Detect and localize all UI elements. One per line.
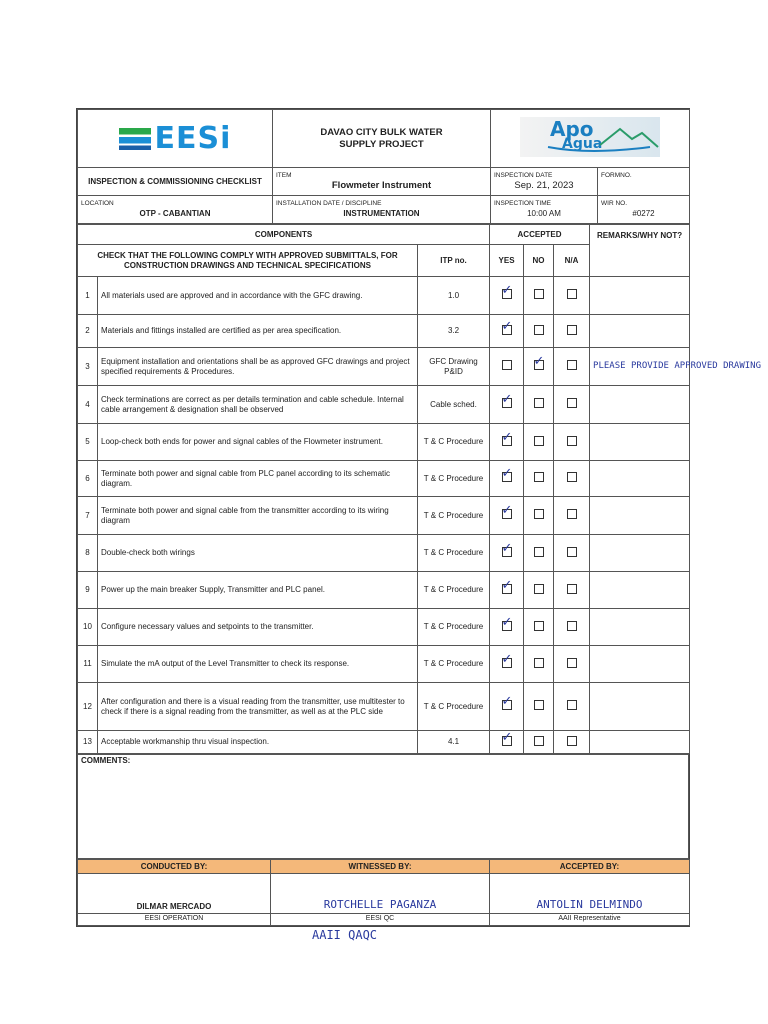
checkmark-icon: ✓ [501,693,513,708]
formno-cell: FORMNO. [598,168,690,196]
no-checkbox-cell[interactable] [524,683,554,731]
na-checkbox[interactable] [567,700,577,710]
row-remarks [590,277,690,315]
checkmark-icon: ✓ [501,539,513,555]
na-checkbox[interactable] [567,289,577,299]
yes-checkbox-cell[interactable] [490,646,524,683]
na-checkbox[interactable] [567,621,577,631]
no-checkbox-cell[interactable] [524,424,554,461]
yes-checkbox-cell[interactable] [490,386,524,424]
na-checkbox[interactable] [567,658,577,668]
row-number: 3 [78,348,98,386]
row-remarks [590,683,690,731]
na-checkbox-cell[interactable] [554,609,590,646]
na-checkbox-cell[interactable] [554,683,590,731]
checkmark-icon: ✓ [501,428,513,444]
row-description: Configure necessary values and setpoints to the transmitter. [98,609,418,646]
checklist-row [78,646,690,683]
eesi-logo-mark [119,128,151,150]
yes-checkbox[interactable] [501,650,513,668]
na-checkbox-cell[interactable] [554,572,590,609]
row-itp: Cable sched. [418,386,490,424]
row-itp: T & C Procedure [418,572,490,609]
row-number: 10 [78,609,98,646]
row-description: Loop-check both ends for power and signal cables of the Flowmeter instrument. [98,424,418,461]
yes-checkbox-cell[interactable] [490,609,524,646]
row-remarks [590,731,690,754]
inspection-date-value: Sep. 21, 2023 [514,179,574,191]
na-checkbox[interactable] [567,325,577,335]
wir-value: #0272 [632,208,655,218]
installation-cell: INSTALLATION DATE / DISCIPLINE INSTRUMENTATION [273,196,491,224]
row-remarks [590,424,690,461]
yes-checkbox-cell[interactable] [490,424,524,461]
yes-checkbox[interactable] [501,613,513,631]
no-checkbox-cell[interactable] [524,461,554,497]
no-checkbox-cell[interactable] [524,609,554,646]
accepted-signature: ANTOLIN DELMINDO [490,874,690,914]
row-itp: T & C Procedure [418,646,490,683]
no-checkbox[interactable] [534,325,544,335]
no-checkbox-cell[interactable] [524,572,554,609]
checklist-row [78,277,690,315]
row-itp: T & C Procedure [418,683,490,731]
na-checkbox-cell[interactable] [554,386,590,424]
no-checkbox[interactable] [534,621,544,631]
no-checkbox[interactable] [534,700,544,710]
row-number: 1 [78,277,98,315]
yes-checkbox[interactable] [501,282,513,299]
yes-checkbox[interactable] [501,465,513,482]
no-checkbox[interactable] [534,736,544,746]
checklist-row [78,535,690,572]
instruction-text: CHECK THAT THE FOLLOWING COMPLY WITH APPROVED SUBMITTALS, FOR CONSTRUCTION DRAWINGS AND TECHNICAL SPECIFICATIONS [78,245,418,277]
checklist-row [78,461,690,497]
checkmark-icon: ✓ [501,576,513,592]
na-checkbox[interactable] [567,360,577,370]
na-checkbox-cell[interactable] [554,646,590,683]
no-header: NO [524,245,554,277]
row-number: 8 [78,535,98,572]
na-header: N/A [554,245,590,277]
row-description: Power up the main breaker Supply, Transmitter and PLC panel. [98,572,418,609]
na-checkbox[interactable] [567,472,577,482]
yes-checkbox-cell[interactable] [490,461,524,497]
na-checkbox-cell[interactable] [554,424,590,461]
row-description: All materials used are approved and in accordance with the GFC drawing. [98,277,418,315]
row-itp: T & C Procedure [418,461,490,497]
row-description: Simulate the mA output of the Level Transmitter to check its response. [98,646,418,683]
checkmark-icon: ✓ [501,502,513,517]
eesi-logo: EESi [78,110,273,168]
checklist-row [78,731,690,754]
no-checkbox[interactable] [534,658,544,668]
checkmark-icon: ✓ [501,650,513,666]
checkmark-icon: ✓ [533,353,545,368]
no-checkbox[interactable] [534,472,544,482]
row-itp: T & C Procedure [418,497,490,535]
checklist-row [78,572,690,609]
row-itp: T & C Procedure [418,535,490,572]
checklist-row [78,683,690,731]
project-title: DAVAO CITY BULK WATER SUPPLY PROJECT [273,110,491,168]
no-checkbox-cell[interactable] [524,535,554,572]
remarks-header: REMARKS/WHY NOT? [590,225,690,277]
row-itp: 4.1 [418,731,490,754]
checkmark-icon: ✓ [501,613,513,629]
row-number: 4 [78,386,98,424]
handwritten-qaqc-note: AAII QAQC [312,928,378,942]
row-number: 7 [78,497,98,535]
itp-header: ITP no. [418,245,490,277]
row-remarks [590,572,690,609]
comments-table [77,754,689,859]
no-checkbox-cell[interactable] [524,277,554,315]
yes-checkbox-cell[interactable] [490,497,524,535]
row-remarks [590,535,690,572]
yes-checkbox-cell[interactable] [490,277,524,315]
item-cell: ITEM Flowmeter Instrument [273,168,491,196]
yes-checkbox-cell[interactable] [490,315,524,348]
witnessed-role: EESI QC [271,914,490,926]
witnessed-signature: ROTCHELLE PAGANZA [271,874,490,914]
row-itp: GFC Drawing P&ID [418,348,490,386]
accepted-by-label: ACCEPTED BY: [490,860,690,874]
row-remarks [590,646,690,683]
row-number: 5 [78,424,98,461]
checkmark-icon: ✓ [501,317,513,333]
yes-checkbox[interactable] [501,728,513,746]
no-checkbox-cell[interactable] [524,315,554,348]
row-number: 9 [78,572,98,609]
row-remarks [590,386,690,424]
yes-checkbox[interactable] [501,539,513,557]
no-checkbox-cell[interactable] [524,348,554,386]
comments-label: COMMENTS: [81,756,131,765]
row-description: Terminate both power and signal cable from PLC panel according to its schematic diagram. [98,461,418,497]
yes-checkbox[interactable] [502,360,512,370]
row-remarks: PLEASE PROVIDE APPROVED DRAWING [590,348,690,386]
na-checkbox-cell[interactable] [554,277,590,315]
yes-checkbox[interactable] [501,391,513,408]
row-number: 11 [78,646,98,683]
na-checkbox-cell[interactable] [554,461,590,497]
row-remarks [590,461,690,497]
row-description: Materials and fittings installed are certified as per area specification. [98,315,418,348]
row-number: 2 [78,315,98,348]
row-description: Check terminations are correct as per details termination and cable schedule. Internal cable arrangement & designation shall be observed [98,386,418,424]
no-checkbox[interactable] [534,584,544,594]
row-itp: 1.0 [418,277,490,315]
na-checkbox-cell[interactable] [554,348,590,386]
yes-checkbox[interactable] [501,317,513,335]
row-remarks [590,315,690,348]
conducted-role: EESI OPERATION [78,914,271,926]
conducted-signature: DILMAR MERCADO [78,874,271,914]
comments-box [78,755,689,859]
checkmark-icon: ✓ [501,282,513,297]
components-header: COMPONENTS [78,225,490,245]
na-checkbox-cell[interactable] [554,315,590,348]
checklist-title: INSPECTION & COMMISSIONING CHECKLIST [78,168,273,196]
accepted-role: AAII Representative [490,914,690,926]
na-checkbox-cell[interactable] [554,731,590,754]
wir-cell: WIR NO. #0272 [598,196,690,224]
row-number: 13 [78,731,98,754]
checkmark-icon: ✓ [501,728,513,744]
yes-checkbox[interactable] [501,576,513,594]
checklist-row [78,497,690,535]
no-checkbox-cell[interactable] [524,497,554,535]
row-itp: T & C Procedure [418,609,490,646]
form-header-table [77,109,690,224]
row-remarks [590,609,690,646]
na-checkbox[interactable] [567,547,577,557]
inspection-time-value: 10:00 AM [527,208,561,218]
no-checkbox[interactable] [534,436,544,446]
witnessed-by-label: WITNESSED BY: [271,860,490,874]
checklist-row [78,348,690,386]
row-itp: 3.2 [418,315,490,348]
checklist-row [78,386,690,424]
checklist-row [78,315,690,348]
inspection-date-cell: INSPECTION DATE Sep. 21, 2023 [491,168,598,196]
row-number: 12 [78,683,98,731]
checklist-row [78,609,690,646]
inspection-time-cell: INSPECTION TIME 10:00 AM [491,196,598,224]
row-description: Double-check both wirings [98,535,418,572]
yes-checkbox-cell[interactable] [490,348,524,386]
no-checkbox[interactable] [534,289,544,299]
location-cell: LOCATION OTP - CABANTIAN [78,196,273,224]
checkmark-icon: ✓ [501,391,513,406]
no-checkbox[interactable] [534,509,544,519]
no-checkbox[interactable] [534,547,544,557]
row-description: Terminate both power and signal cable from the transmitter according to its wiring diagram [98,497,418,535]
na-checkbox[interactable] [567,509,577,519]
no-checkbox-cell[interactable] [524,731,554,754]
yes-checkbox-cell[interactable] [490,535,524,572]
yes-header: YES [490,245,524,277]
na-checkbox[interactable] [567,398,577,408]
conducted-by-label: CONDUCTED BY: [78,860,271,874]
na-checkbox[interactable] [567,436,577,446]
no-checkbox[interactable] [533,353,545,370]
checklist-row [78,424,690,461]
na-checkbox-cell[interactable] [554,497,590,535]
yes-checkbox-cell[interactable] [490,572,524,609]
checkmark-icon: ✓ [501,465,513,480]
mountain-icon [520,117,660,157]
item-value: Flowmeter Instrument [331,179,432,191]
no-checkbox-cell[interactable] [524,646,554,683]
discipline-value: INSTRUMENTATION [343,208,420,218]
row-number: 6 [78,461,98,497]
checklist-table [77,224,762,754]
row-remarks [590,497,690,535]
accepted-header: ACCEPTED [490,225,590,245]
row-description: Acceptable workmanship thru visual inspection. [98,731,418,754]
apo-agua-logo: Apo Agua [491,110,690,168]
na-checkbox[interactable] [567,736,577,746]
yes-checkbox-cell[interactable] [490,683,524,731]
yes-checkbox[interactable] [501,693,513,710]
no-checkbox-cell[interactable] [524,386,554,424]
yes-checkbox-cell[interactable] [490,728,524,754]
yes-checkbox[interactable] [501,428,513,446]
checklist-form [76,108,762,927]
row-description: After configuration and there is a visual reading from the transmitter, use multitester to check if there is a signal reading from the transmitter, as well as at the PLC side [98,683,418,731]
row-itp: T & C Procedure [418,424,490,461]
yes-checkbox[interactable] [501,502,513,519]
row-description: Equipment installation and orientations shall be as approved GFC drawings and project specified requirements & Procedures. [98,348,418,386]
signature-table [77,859,690,926]
na-checkbox[interactable] [567,584,577,594]
location-value: OTP - CABANTIAN [139,208,211,218]
na-checkbox-cell[interactable] [554,535,590,572]
no-checkbox[interactable] [534,398,544,408]
